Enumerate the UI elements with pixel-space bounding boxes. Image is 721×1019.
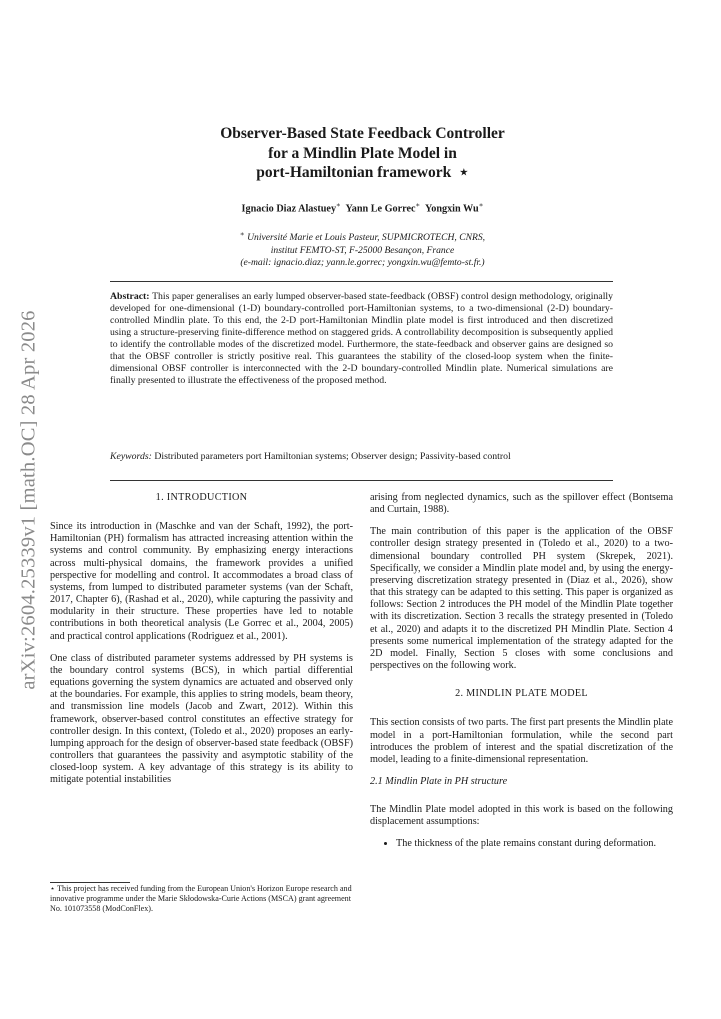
title-line-2: for a Mindlin Plate Model in xyxy=(268,144,457,162)
mindlin-paragraph-1: This section consists of two parts. The first part presents the Mindlin plate model in a port-Hamiltonian formulation, while the second part introduces the problem of interest and the spatial discretization of the model, leading to a finite-dimensional representation. xyxy=(370,717,673,765)
title-footnote-star: ⋆ xyxy=(459,164,469,181)
intro-paragraph-2: One class of distributed parameter systems addressed by PH systems is the boundary control systems (BCS), in which partial differential equations governing the system dynamics are actuated and observed only at the boundaries. For example, this applies to string models, beam theory, and transmission line models (Jacob and Zwart, 2012). Within this framework, observer-based control constitutes an effective strategy for controller design. In this context, (Toledo et al., 2020) proposes an early-lumping approach for the design of observer-based state feedback (OBSF) controllers that guarantees the passivity and asymptotic stability of the closed-loop system. A key advantage of this strategy is its ability to mitigate potential instabilities xyxy=(50,652,353,786)
abstract-text: This paper generalises an early lumped observer-based state-feedback (OBSF) control design methodology, originally developed for one-dimensional (1-D) boundary-controlled port-Hamiltonian systems, to a two-dimensional (2-D) boundary-controlled Mindlin plate. To this end, the 2-D port-Hamiltonian Mindlin plate model is first introduced and then discretized using a structure-preserving finite-difference method on staggered grids. A controllability decomposition is subsequently applied to identify the controllable modes of the discretized model. Furthermore, the state-feedback and observer gains are designed so that the OBSF controller is strictly positive real. This guarantees the stability of the closed-loop system when the finite-dimensional OBSF controller is interconnected with the 2-D boundary-controlled Mindlin plate. Numerical simulations are finally presented to illustrate the effectiveness of the proposed method. xyxy=(110,291,613,386)
affil-line-2: institut FEMTO-ST, F-25000 Besançon, France xyxy=(270,244,455,256)
right-column xyxy=(370,492,673,851)
intro-paragraph-4: The main contribution of this paper is the application of the OBSF controller design strategy presented in (Toledo et al., 2020) to a two-dimensional boundary controlled PH system (Skrepek, 2021). Specifically, we consider a Mindlin plate model and, by using the energy-preserving discretization strategy presented in (Diaz et al., 2026), show that this strategy can be adapted to this setting. This paper is organized as follows: Section 2 introduces the PH model of the Mindlin Plate together with its discretization. Section 3 recalls the strategy presented in (Toledo et al., 2020) and adapts it to the discretized PH Mindlin Plate. Section 4 presents some numerical implementation of the strategy adapted for the 2D model. Finally, Section 5 closes with some conclusions and perspectives on the following work. xyxy=(370,526,673,672)
author-name: Ignacio Diaz Alastuey xyxy=(241,203,337,215)
title-line-1: Observer-Based State Feedback Controller xyxy=(220,125,505,142)
affil-line-1: Université Marie et Louis Pasteur, SUPMICROTECH, CNRS, xyxy=(247,232,486,244)
author-name: Yongxin Wu xyxy=(425,203,479,215)
author-list xyxy=(120,201,605,214)
section-heading-introduction: 1. INTRODUCTION xyxy=(155,492,248,503)
footnote-text: This project has received funding from the European Union's Horizon Europe research and innovative programme under the Marie Skłodowska-Curie Actions (MSCA) grant agreement No. 101073558 (ModConFlex). xyxy=(50,884,352,914)
author-affil-mark: ∗ xyxy=(415,201,421,209)
author-affil-mark: ∗ xyxy=(336,201,341,209)
arxiv-identifier: arXiv:2604.25339v1 [math.OC] 28 Apr 2026 xyxy=(17,310,40,690)
affil-email: (e-mail: ignacio.diaz; yann.le.gorrec; yongxin.wu@femto-st.fr.) xyxy=(240,257,485,268)
footnote-rule xyxy=(50,882,130,883)
keywords-text: Distributed parameters port Hamiltonian systems; Observer design; Passivity-based control xyxy=(154,451,511,462)
title-line-3-text: port-Hamiltonian framework xyxy=(256,164,452,181)
intro-paragraph-3: arising from neglected dynamics, such as the spillover effect (Bontsema and Curtain, 1988). xyxy=(370,492,673,516)
arxiv-sidebar-stamp xyxy=(4,300,54,700)
intro-paragraph-1: Since its introduction in (Maschke and van der Schaft, 1992), the port-Hamiltonian (PH) formalism has attracted increasing attention within the systems and control community. By emphasizing energy interactions across multi-physical domains, the framework provides a unified perspective for modelling and control. It accommodates a broad class of systems, from lumped to distributed parameter systems (van der Schaft, 2017, Chapter 6), (Rashad et al., 2020), while capturing the passivity and modularity in their structure. These properties have led to notable contributions in both theoretical analysis (Le Gorrec et al., 2004, 2005) and practical control applications (Rodriguez et al., 2001). xyxy=(50,521,353,642)
subsection-heading-ph-structure: 2.1 Mindlin Plate in PH structure xyxy=(370,775,508,787)
footnote-star: ⋆ xyxy=(50,884,56,893)
keywords-label: Keywords: xyxy=(110,451,152,462)
abstract-label: Abstract: xyxy=(110,291,150,302)
paper-title xyxy=(140,124,585,183)
author-affil-mark: ∗ xyxy=(478,201,484,209)
mindlin-paragraph-2: The Mindlin Plate model adopted in this work is based on the following displacement assumptions: xyxy=(370,804,673,828)
left-column xyxy=(50,492,353,796)
abstract xyxy=(110,291,613,387)
abstract-top-rule xyxy=(110,281,613,282)
title-line-3 xyxy=(140,163,585,183)
footnote xyxy=(50,884,353,915)
assumption-list xyxy=(370,838,673,850)
author-name: Yann Le Gorrec xyxy=(345,203,416,215)
assumption-item: • The thickness of the plate remains constant during deformation. xyxy=(396,838,673,850)
affil-mark: ∗ xyxy=(239,230,245,238)
section-heading-mindlin: 2. MINDLIN PLATE MODEL xyxy=(455,688,588,700)
abstract-bottom-rule xyxy=(110,480,613,481)
affiliation xyxy=(120,228,605,269)
keywords xyxy=(110,451,613,463)
